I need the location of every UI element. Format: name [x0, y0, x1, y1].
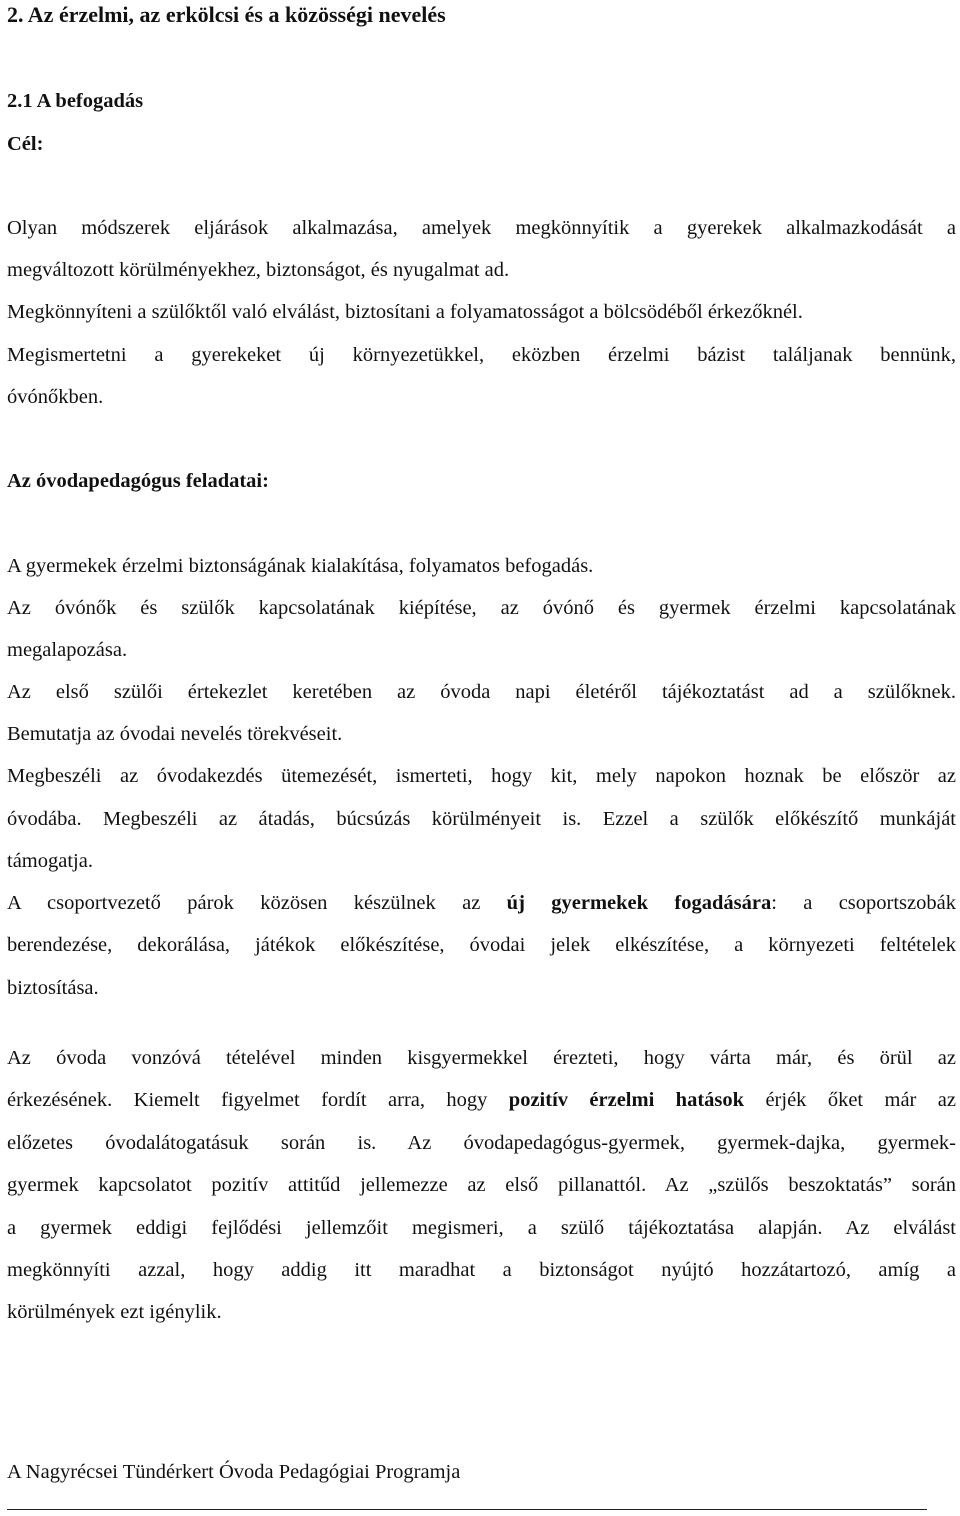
paragraph-line: [7, 890, 956, 916]
goal-line: Megkönnyíteni a szülőktől való elválást, biztosítani a folyamatosságot a bölcsödéből érkezőknél.: [7, 301, 803, 323]
task-line: óvodába. Megbeszéli az átadás, búcsúzás körülményeit is. Ezzel a szülők előkészítő munkáját: [7, 808, 956, 830]
goal-label: Cél:: [7, 133, 44, 155]
task-line: Megbeszéli az óvodakezdés ütemezését, ismerteti, hogy kit, mely napokon hoznak be először az: [7, 765, 956, 787]
text-span: érjék őket már az: [744, 1089, 956, 1111]
paragraph-line: berendezése, dekorálása, játékok előkészítése, óvodai jelek elkészítése, a környezeti feltételek: [7, 934, 956, 956]
task-line: támogatja.: [7, 850, 93, 872]
task-line: Az első szülői értekezlet keretében az óvoda napi életéről tájékoztatást ad a szülőknek.: [7, 681, 956, 703]
goal-line: megváltozott körülményekhez, biztonságot, és nyugalmat ad.: [7, 259, 510, 281]
task-line: Bemutatja az óvodai nevelés törekvéseit.: [7, 723, 343, 745]
task-line: A gyermekek érzelmi biztonságának kialakítása, folyamatos befogadás.: [7, 555, 594, 577]
text-span: érkezésének. Kiemelt figyelmet fordít arra, hogy: [7, 1089, 509, 1111]
task-line: Az óvónők és szülők kapcsolatának kiépítése, az óvónő és gyermek érzelmi kapcsolatának: [7, 597, 956, 619]
section-heading: 2. Az érzelmi, az erkölcsi és a közösségi nevelés: [7, 2, 446, 27]
paragraph-line: a gyermek eddigi fejlődési jellemzőit megismeri, a szülő tájékoztatása alapján. Az elválást: [7, 1217, 956, 1239]
task-line: megalapozása.: [7, 639, 128, 661]
paragraph-line: biztosítása.: [7, 977, 99, 999]
goal-line: Olyan módszerek eljárások alkalmazása, amelyek megkönnyítik a gyerekek alkalmazkodását a: [7, 217, 956, 239]
paragraph-line: megkönnyíti azzal, hogy addig itt maradhat a biztonságot nyújtó hozzátartozó, amíg a: [7, 1259, 956, 1281]
paragraph-line: előzetes óvodalátogatásuk során is. Az óvodapedagógus-gyermek, gyermek-dajka, gyermek-: [7, 1132, 956, 1154]
paragraph-line: körülmények ezt igénylik.: [7, 1301, 222, 1323]
goal-line: óvónőkben.: [7, 386, 104, 408]
bold-phrase: pozitív érzelmi hatások: [508, 1089, 745, 1111]
tasks-heading: Az óvodapedagógus feladatai:: [7, 470, 269, 492]
subsection-heading: 2.1 A befogadás: [7, 90, 144, 112]
page-footer: A Nagyrécsei Tündérkert Óvoda Pedagógiai Programja: [7, 1461, 461, 1483]
text-span: : a csoportszobák: [771, 892, 956, 914]
text-span: A csoportvezető párok közösen készülnek az: [7, 892, 507, 914]
footer-rule: [7, 1509, 927, 1510]
paragraph-line: [7, 1087, 956, 1113]
goal-line: Megismertetni a gyerekeket új környezetükkel, eközben érzelmi bázist találjanak bennünk,: [7, 344, 956, 366]
paragraph-line: Az óvoda vonzóvá tételével minden kisgyermekkel érezteti, hogy várta már, és örül az: [7, 1047, 956, 1069]
paragraph-line: gyermek kapcsolatot pozitív attitűd jellemezze az első pillanattól. Az „szülős beszoktatás” során: [7, 1174, 956, 1196]
bold-phrase: új gyermekek fogadására: [506, 892, 772, 914]
